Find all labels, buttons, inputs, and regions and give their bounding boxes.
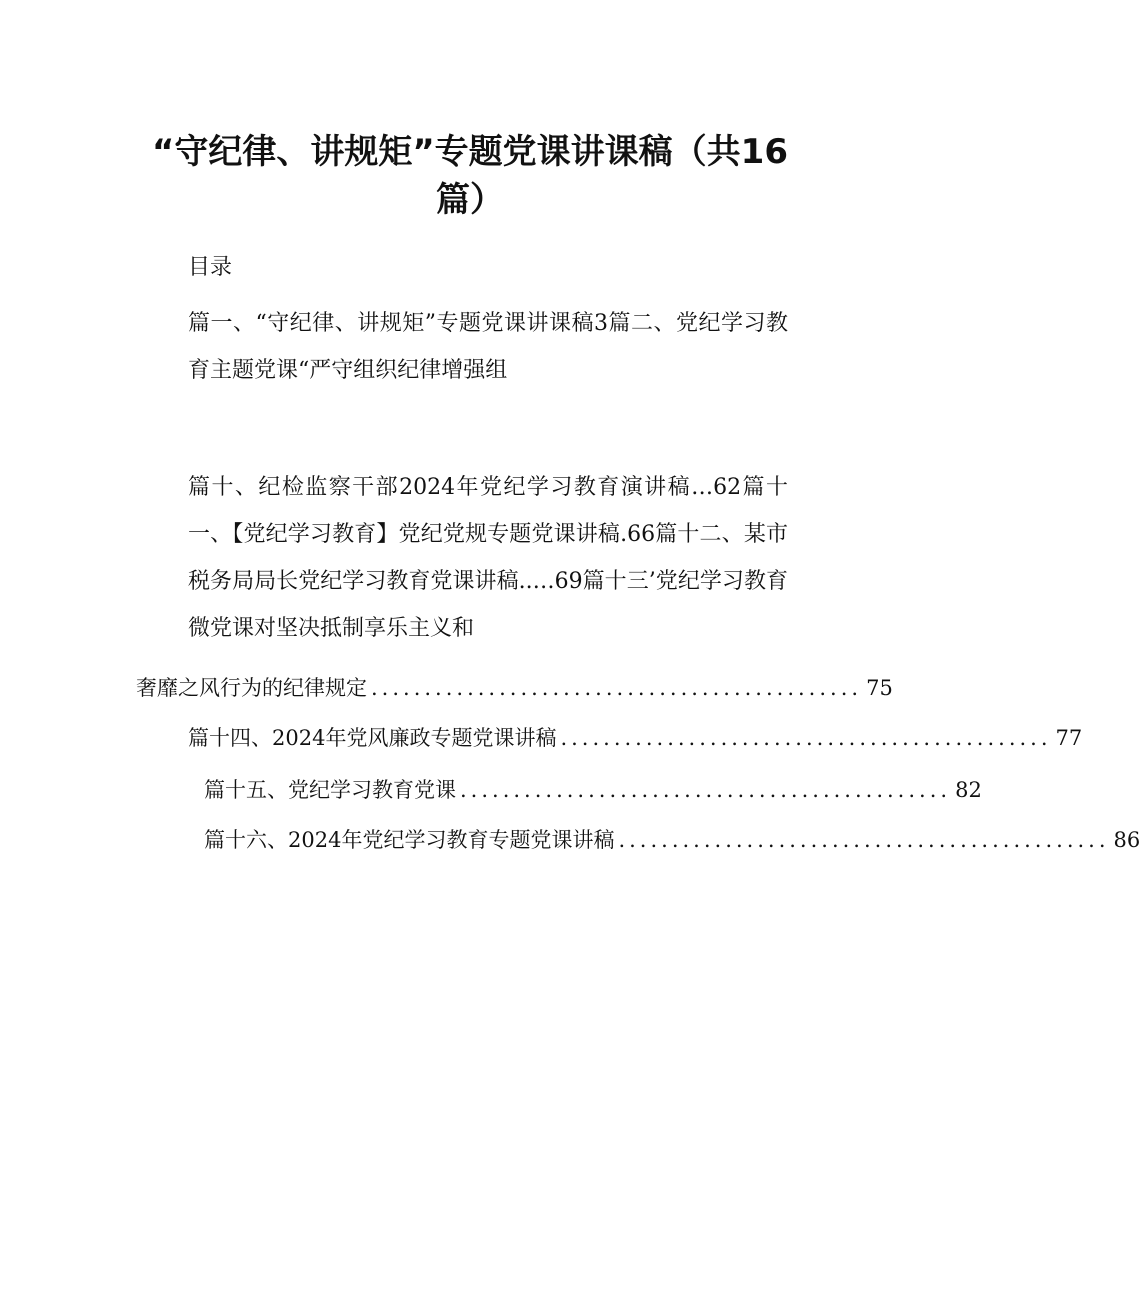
toc-entry-leader: ..............................................	[560, 726, 1052, 750]
toc-entry-page: 82	[955, 778, 982, 802]
toc-paragraph-1: 篇一、“守纪律、讲规矩”专题党课讲课稿3篇二、党纪学习教育主题党课“严守组织纪律增强组	[188, 311, 788, 383]
toc-entry-leader: ..............................................	[371, 676, 863, 700]
toc-entry-leader: ..............................................	[460, 778, 952, 802]
toc-paragraph-2: 篇十、纪检监察干部2024年党纪学习教育演讲稿…62篇十一、【党纪学习教育】党纪党规专题党课讲稿.66篇十二、某市税务局局长党纪学习教育党课讲稿..…69篇十三’党纪学习教育微党课对坚决抵制享乐主义和	[188, 475, 788, 641]
toc-entry-title: 篇十四、2024年党风廉政专题党课讲稿	[188, 726, 557, 750]
document-title: “守纪律、讲规矩”专题党课讲课稿（共16篇）	[151, 132, 788, 220]
toc-entry-page: 86	[1113, 828, 1140, 852]
toc-entry	[204, 822, 1140, 858]
toc-entry-leader: ..............................................	[618, 828, 1110, 852]
toc-entry-title: 篇十五、党纪学习教育党课	[204, 778, 456, 802]
toc-entry	[188, 720, 1083, 756]
toc-entry-title: 奢靡之风行为的纪律规定	[136, 676, 367, 700]
toc-entry-title: 篇十六、2024年党纪学习教育专题党课讲稿	[204, 828, 615, 852]
toc-entry-page: 75	[866, 676, 893, 700]
toc-heading: 目录	[188, 255, 233, 280]
toc-entry	[204, 772, 982, 808]
toc-entry	[136, 670, 893, 706]
toc-entry-page: 77	[1055, 726, 1083, 750]
